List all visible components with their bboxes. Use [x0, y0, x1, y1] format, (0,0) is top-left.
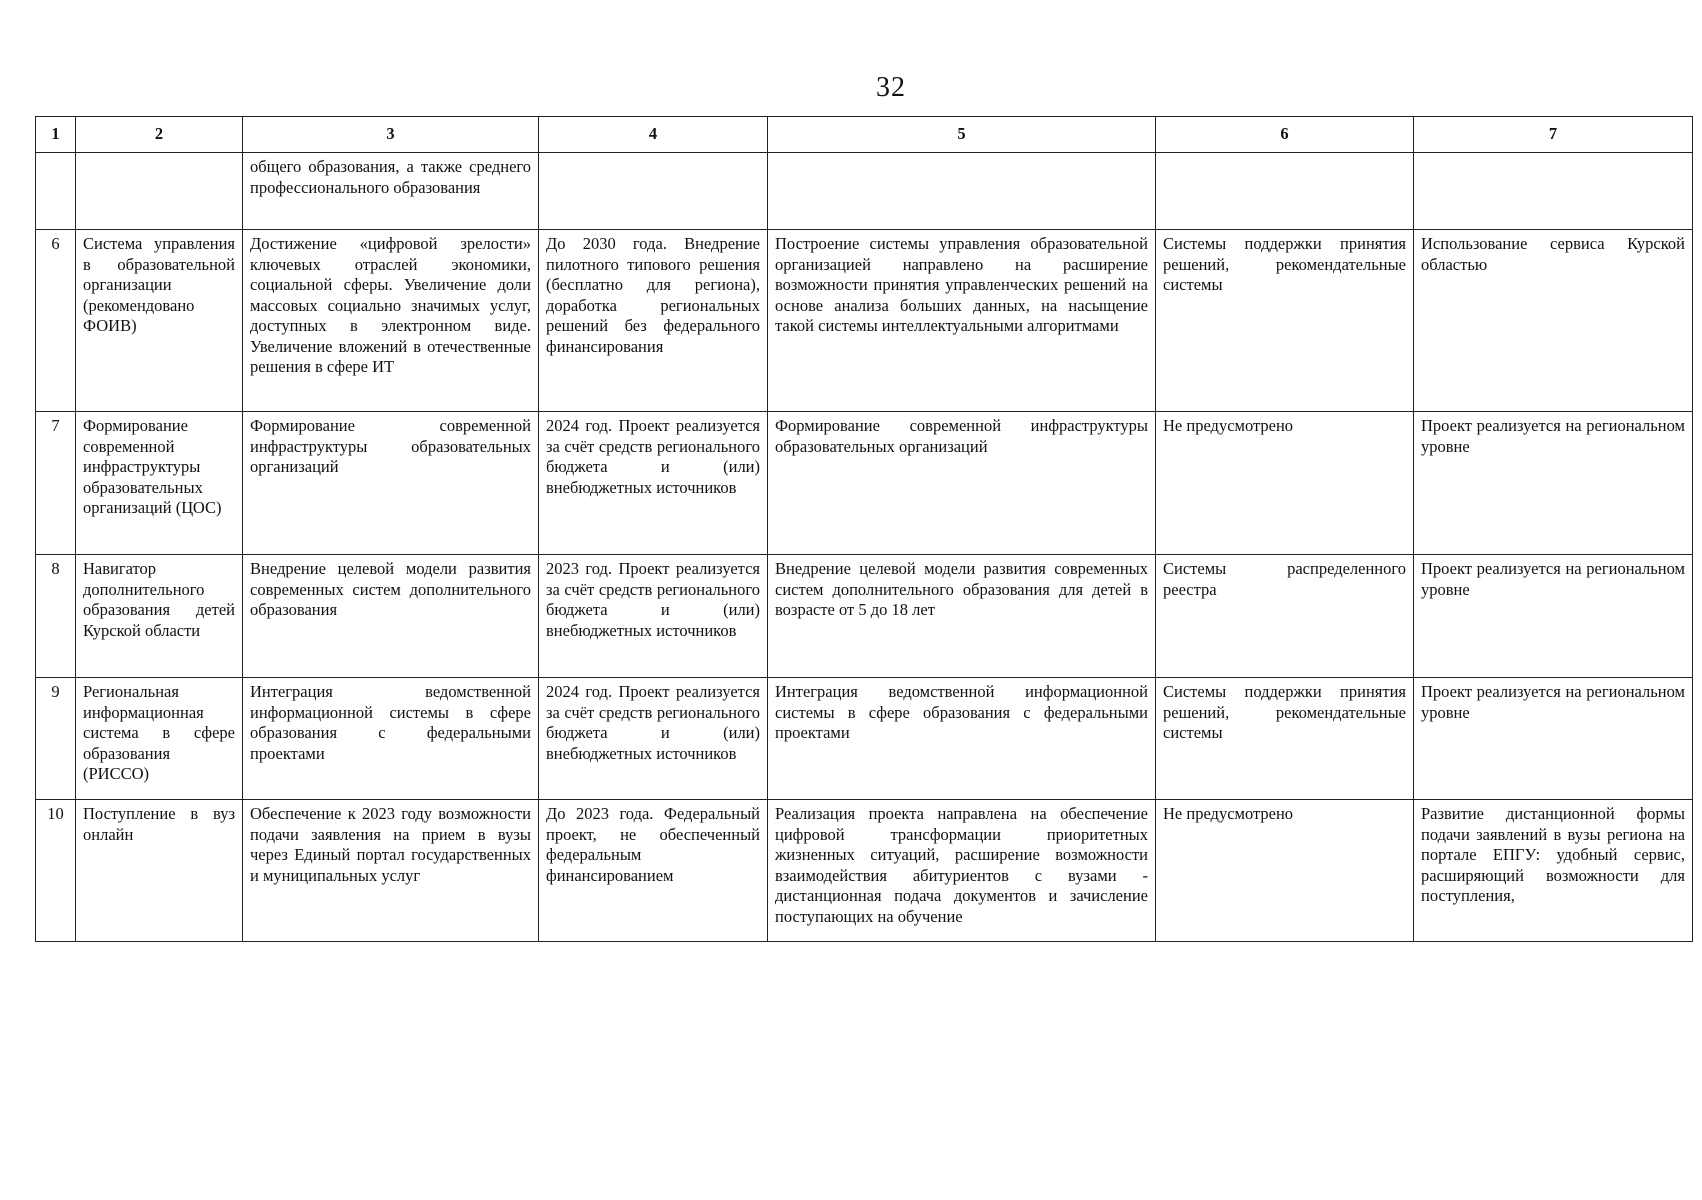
project-name — [76, 153, 243, 230]
project-name: Формирование современной инфраструктуры образовательных организаций (ЦОС) — [76, 412, 243, 555]
projects-table — [35, 116, 1693, 942]
project-terms: 2024 год. Проект реализуется за счёт средств регионального бюджета и (или) внебюджетных источников — [539, 678, 768, 800]
page-number: 32 — [876, 72, 906, 103]
project-description — [768, 153, 1156, 230]
project-terms: До 2023 года. Федеральный проект, не обеспеченный федеральным финансированием — [539, 800, 768, 942]
project-terms — [539, 153, 768, 230]
row-number: 6 — [36, 230, 76, 412]
row-number: 9 — [36, 678, 76, 800]
table-row — [36, 412, 1693, 555]
project-technologies: Не предусмотрено — [1156, 800, 1414, 942]
row-number: 10 — [36, 800, 76, 942]
table-row — [36, 230, 1693, 412]
project-technologies: Системы распределенного реестра — [1156, 555, 1414, 678]
table-row — [36, 555, 1693, 678]
project-notes: Использование сервиса Курской областью — [1414, 230, 1693, 412]
project-goal: Обеспечение к 2023 году возможности подачи заявления на прием в вузы через Единый портал государственных и муниципальных услуг — [243, 800, 539, 942]
project-name: Навигатор дополнительного образования детей Курской области — [76, 555, 243, 678]
project-name: Система управления в образовательной организации (рекомендовано ФОИВ) — [76, 230, 243, 412]
project-terms: До 2030 года. Внедрение пилотного типового решения (бесплатно для региона), доработка региональных решений без федерального финансирования — [539, 230, 768, 412]
project-notes: Проект реализуется на региональном уровне — [1414, 412, 1693, 555]
column-header-5: 5 — [768, 117, 1156, 153]
project-goal: Достижение «цифровой зрелости» ключевых отраслей экономики, социальной сферы. Увеличение доли массовых социально значимых услуг, доступных в электронном виде. Увеличение вложений в отечественные решения в сфере ИТ — [243, 230, 539, 412]
project-name: Поступление в вуз онлайн — [76, 800, 243, 942]
project-technologies — [1156, 153, 1414, 230]
project-description: Построение системы управления образовательной организацией направлено на расширение возможности принятия управленческих решений на основе анализа больших данных, на насыщение такой системы интеллектуальными алгоритмами — [768, 230, 1156, 412]
project-goal: Формирование современной инфраструктуры образовательных организаций — [243, 412, 539, 555]
table-row — [36, 800, 1693, 942]
project-technologies: Системы поддержки принятия решений, рекомендательные системы — [1156, 678, 1414, 800]
table-row — [36, 678, 1693, 800]
project-goal: общего образования, а также среднего профессионального образования — [243, 153, 539, 230]
project-notes: Проект реализуется на региональном уровне — [1414, 678, 1693, 800]
column-header-6: 6 — [1156, 117, 1414, 153]
header-row — [36, 117, 1693, 153]
project-goal: Интеграция ведомственной информационной системы в сфере образования с федеральными проектами — [243, 678, 539, 800]
project-goal: Внедрение целевой модели развития современных систем дополнительного образования — [243, 555, 539, 678]
row-number — [36, 153, 76, 230]
table-row — [36, 153, 1693, 230]
project-description: Интеграция ведомственной информационной системы в сфере образования с федеральными проектами — [768, 678, 1156, 800]
project-notes: Развитие дистанционной формы подачи заявлений в вузы региона на портале ЕПГУ: удобный сервис, расширяющий возможности для поступления, — [1414, 800, 1693, 942]
project-terms: 2024 год. Проект реализуется за счёт средств регионального бюджета и (или) внебюджетных источников — [539, 412, 768, 555]
project-notes — [1414, 153, 1693, 230]
column-header-3: 3 — [243, 117, 539, 153]
column-header-1: 1 — [36, 117, 76, 153]
row-number: 7 — [36, 412, 76, 555]
row-number: 8 — [36, 555, 76, 678]
project-description: Формирование современной инфраструктуры образовательных организаций — [768, 412, 1156, 555]
column-header-7: 7 — [1414, 117, 1693, 153]
project-description: Внедрение целевой модели развития современных систем дополнительного образования для детей в возрасте от 5 до 18 лет — [768, 555, 1156, 678]
project-description: Реализация проекта направлена на обеспечение цифровой трансформации приоритетных жизненных ситуаций, расширение возможности взаимодействия абитуриентов с вузами - дистанционная подача документов и зачисление поступающих на обучение — [768, 800, 1156, 942]
project-notes: Проект реализуется на региональном уровне — [1414, 555, 1693, 678]
project-technologies: Не предусмотрено — [1156, 412, 1414, 555]
column-header-2: 2 — [76, 117, 243, 153]
project-technologies: Системы поддержки принятия решений, рекомендательные системы — [1156, 230, 1414, 412]
project-name: Региональная информационная система в сфере образования (РИССО) — [76, 678, 243, 800]
project-terms: 2023 год. Проект реализуется за счёт средств регионального бюджета и (или) внебюджетных источников — [539, 555, 768, 678]
column-header-4: 4 — [539, 117, 768, 153]
